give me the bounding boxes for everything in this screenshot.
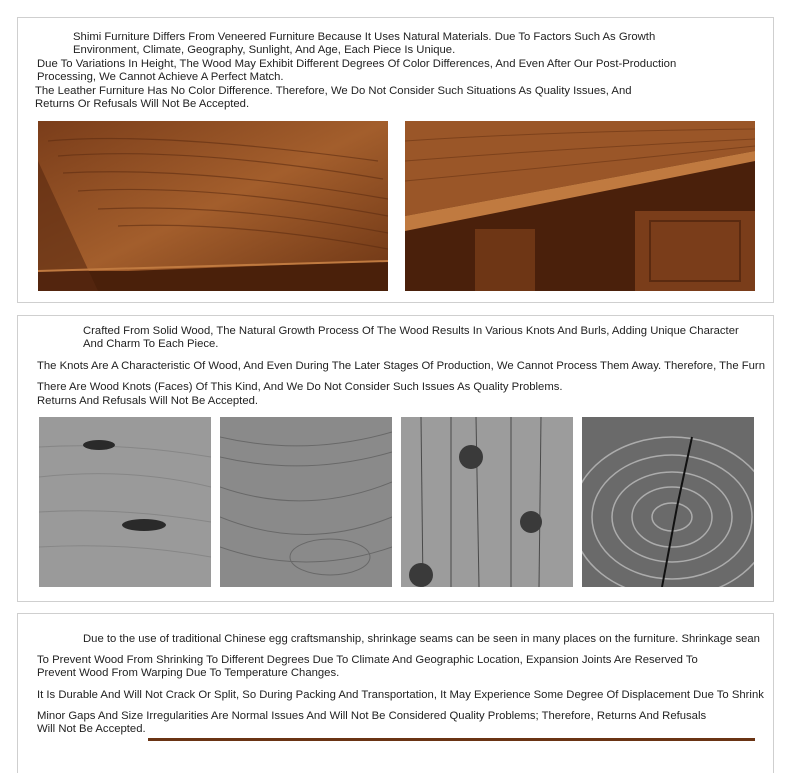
- shrinkage-seams-panel: [17, 613, 774, 773]
- wood-knots-panel: [17, 315, 774, 602]
- furniture-photo-edge: [148, 738, 755, 741]
- section1-intro: Shimi Furniture Differs From Veneered Furniture Because It Uses Natural Materials. Due To Factors Such As Growth Environment, Climate, Geography, Sunlight, And Age, Each Piece Is Unique.: [73, 31, 656, 56]
- section3-durable-note: It Is Durable And Will Not Crack Or Split, So During Packing And Transportation, It May Experience Some Degree Of Displacement Due To Shrink: [37, 689, 764, 701]
- knot-photo-2: [220, 417, 392, 587]
- knot-photo-3: [401, 417, 573, 587]
- knot-photo-1: [39, 417, 211, 587]
- section1-height-note: Due To Variations In Height, The Wood May Exhibit Different Degrees Of Color Differences, And Even After Our Post-Production Processing, We Cannot Achieve A Perfect Match.: [37, 58, 677, 83]
- section3-expansion-note: To Prevent Wood From Shrinking To Different Degrees Due To Climate And Geographic Location, Expansion Joints Are Reserved To Prevent Wood From Warping Due To Temperature Changes.: [37, 654, 698, 679]
- section3-intro: Due to the use of traditional Chinese egg craftsmanship, shrinkage seams can be seen in many places on the furniture. Shrinkage sean: [83, 633, 760, 645]
- section2-returns-note: Returns And Refusals Will Not Be Accepted.: [37, 395, 259, 407]
- wood-grain-photo-tabletop: [38, 121, 388, 291]
- section1-leather-note: The Leather Furniture Has No Color Difference. Therefore, We Do Not Consider Such Situations As Quality Issues, And Returns Or Refusals Will Not Be Accepted.: [35, 85, 632, 110]
- section3-returns-note: Minor Gaps And Size Irregularities Are Normal Issues And Will Not Be Considered Quality Problems; Therefore, Returns And Refusals Will Not Be Accepted.: [37, 710, 707, 735]
- section2-quality-note: There Are Wood Knots (Faces) Of This Kind, And We Do Not Consider Such Issues As Quality Problems.: [37, 381, 563, 393]
- knot-photo-4: [582, 417, 754, 587]
- section2-intro: Crafted From Solid Wood, The Natural Growth Process Of The Wood Results In Various Knots And Burls, Adding Unique Character And Charm To Each Piece.: [83, 325, 739, 350]
- section2-knots-note: The Knots Are A Characteristic Of Wood, And Even During The Later Stages Of Production, We Cannot Process Them Away. Therefore, The Furn: [37, 360, 765, 372]
- wood-grain-photo-cabinet: [405, 121, 755, 291]
- color-difference-panel: [17, 17, 774, 303]
